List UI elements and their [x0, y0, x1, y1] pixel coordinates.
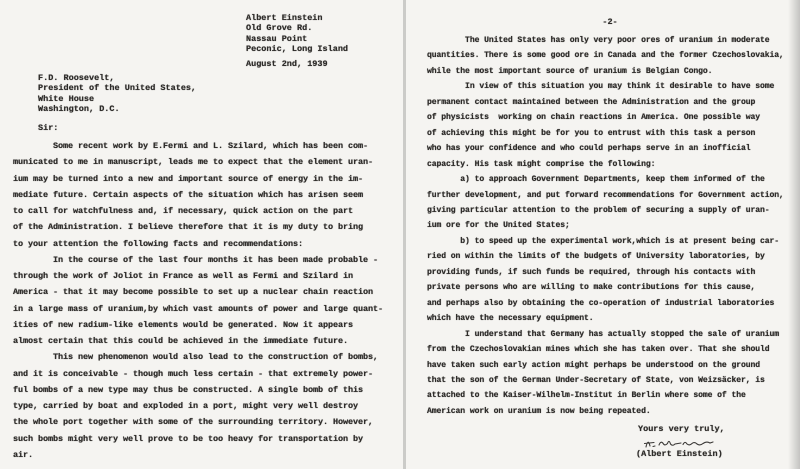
date-line: August 2nd, 1939: [246, 59, 328, 69]
text-line: air.: [13, 449, 34, 460]
text-line: of the Administration. I believe therefore that it is my duty to bring: [13, 222, 364, 233]
sender-address-block: [246, 13, 348, 55]
text-line: American work on uranium is now being repeated.: [427, 406, 651, 416]
text-line: providing funds, if such funds be required, through his contacts with: [427, 267, 756, 277]
recipient-address-block: [38, 73, 196, 115]
letter-page-2: [406, 0, 800, 469]
text-line: who has your confidence and who could perhaps serve in an inofficial: [427, 144, 751, 154]
text-line: and it is conceivable - though much less certain - that extremely power-: [13, 368, 374, 379]
typed-signature-name: (Albert Einstein): [636, 449, 723, 459]
page-1-body-text: [13, 138, 383, 463]
text-line: such bombs might very well prove to be too heavy for transportation by: [13, 433, 364, 444]
text-line: private persons who are willing to make contributions for this cause,: [427, 283, 756, 293]
text-line: Old Grove Rd.: [246, 23, 313, 34]
text-line: to your attention the following facts and recommendations:: [13, 238, 304, 249]
text-line: Some recent work by E.Fermi and L. Szilard, which has been com-: [13, 141, 369, 151]
text-line: ities of new radium-like elements would be generated. Now it appears: [13, 319, 354, 330]
text-line: type, carried by boat and exploded in a port, might very well destroy: [13, 401, 359, 411]
text-line: Peconic, Long Island: [246, 44, 349, 55]
text-line: of achieving this might be for you to entrust with this task a person: [427, 128, 756, 138]
text-line: White House: [38, 93, 95, 104]
text-line: have taken such early action might perhaps be understood on the ground: [427, 360, 760, 370]
text-line: mediate future. Certain aspects of the situation which has arisen seem: [13, 189, 364, 200]
text-line: to call for watchfulness and, if necessary, quick action on the part: [13, 206, 354, 216]
signature-ink: [643, 435, 715, 450]
text-line: of physicists working on chain reactions in America. One possible way: [427, 113, 760, 123]
text-line: Washington, D.C.: [38, 104, 120, 115]
text-line: The United States has only very poor ores of uranium in moderate: [427, 36, 770, 45]
text-line: almost certain that this could be achieved in the immediate future.: [13, 336, 349, 346]
text-line: Albert Einstein: [246, 13, 323, 23]
text-line: and perhaps also by obtaining the co-operation of industrial laboratories: [427, 298, 775, 308]
text-line: a) to approach Government Departments, keep them informed of the: [427, 175, 765, 185]
text-line: municated to me in manuscript, leads me to expect that the element uran-: [13, 157, 374, 168]
page-number: -2-: [602, 17, 618, 27]
text-line: In the course of the last four months it has been made probable -: [13, 254, 379, 265]
text-line: America - that it may become possible to set up a nuclear chain reaction: [13, 287, 374, 298]
text-line: ful bombs of a new type may thus be constructed. A single bomb of this: [13, 384, 364, 395]
text-line: further development, and put forward recommendations for Government action,: [427, 190, 784, 200]
text-line: in a large mass of uranium,by which vast amounts of power and large quant-: [13, 303, 384, 314]
text-line: quantities. There is some good ore in Canada and the former Czechoslovakia,: [427, 51, 784, 61]
text-line: through the work of Joliot in France as well as Fermi and Szilard in: [13, 271, 354, 281]
text-line: while the most important source of uranium is Belgian Congo.: [427, 66, 713, 76]
text-line: In view of this situation you may think it desirable to have some: [427, 82, 775, 92]
text-line: the whole port together with some of the surrounding territory. However,: [13, 417, 374, 428]
text-line: which have the necessary equipment.: [427, 314, 594, 324]
text-line: b) to speed up the experimental work,which is at present being car-: [427, 236, 780, 246]
text-line: permanent contact maintained between the Administration and the group: [427, 97, 756, 107]
text-line: attached to the Kaiser-Wilhelm-Institut in Berlin where some of the: [427, 391, 746, 401]
text-line: President of the United States,: [38, 83, 197, 94]
text-line: Nassau Point: [246, 33, 308, 44]
text-line: giving particular attention to the problem of securing a supply of uran-: [427, 205, 770, 215]
text-line: I understand that Germany has actually stopped the sale of uranium: [427, 329, 780, 339]
text-line: that the son of the German Under-Secretary of State, von Weizsäcker, is: [427, 375, 765, 385]
text-line: ium ore for the United States;: [427, 221, 570, 231]
text-line: This new phenomenon would also lead to the construction of bombs,: [13, 352, 379, 363]
salutation: Sir:: [38, 123, 59, 133]
text-line: ium may be turned into a new and important source of energy in the im-: [13, 173, 364, 184]
text-line: ried on within the limits of the budgets of University laboratories, by: [427, 252, 765, 262]
text-line: capacity. His task might comprise the following:: [427, 159, 656, 169]
text-line: F.D. Roosevelt,: [38, 73, 115, 83]
page-2-body-text: [427, 33, 784, 419]
closing-line: Yours very truly,: [638, 424, 725, 434]
text-line: from the Czechoslovakian mines which she has taken over. That she should: [427, 345, 770, 355]
